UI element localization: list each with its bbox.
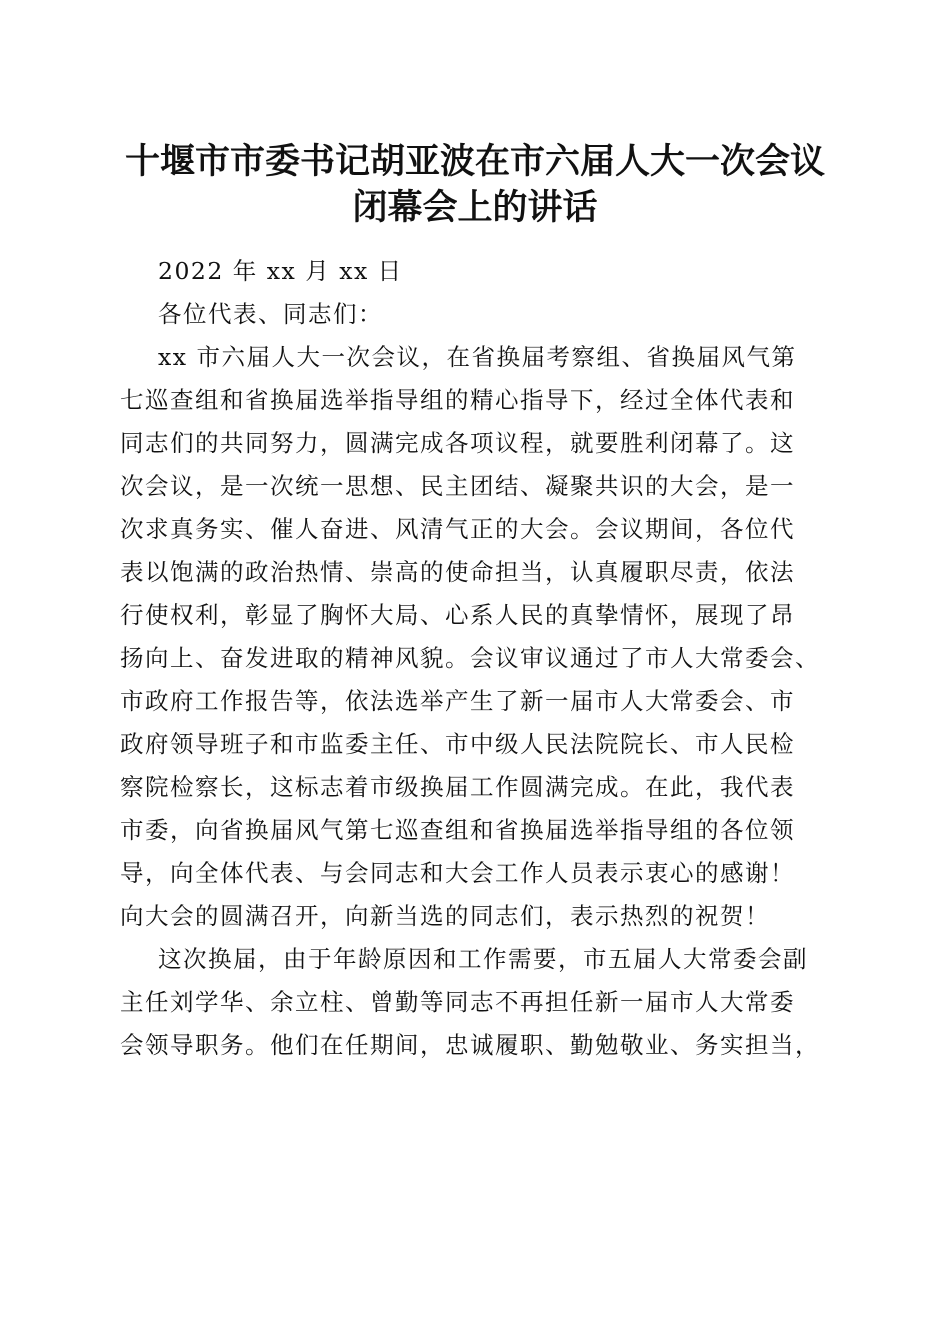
paragraph-line: 政府领导班子和市监委主任、市中级人民法院院长、市人民检 (120, 730, 795, 758)
date-line: 2022 年 xx 月 xx 日 (158, 257, 403, 285)
paragraph-1 (120, 336, 830, 938)
document-title-line-2: 闭幕会上的讲话 (352, 187, 598, 228)
salutation-line: 各位代表、同志们： (158, 300, 383, 328)
document-title-line-1: 十堰市市委书记胡亚波在市六届人大一次会议 (124, 141, 825, 182)
paragraph-line: 表以饱满的政治热情、崇高的使命担当，认真履职尽责，依法 (120, 558, 795, 586)
paragraph-line: 扬向上、奋发进取的精神风貌。会议审议通过了市人大常委会、 (120, 644, 820, 672)
paragraph-2 (120, 938, 830, 1067)
paragraph-line: 导，向全体代表、与会同志和大会工作人员表示衷心的感谢！ (120, 859, 795, 887)
paragraph-line: 同志们的共同努力，圆满完成各项议程，就要胜利闭幕了。这 (120, 429, 795, 457)
paragraph-line: 这次换届，由于年龄原因和工作需要，市五届人大常委会副 (158, 945, 808, 973)
paragraph-line: xx 市六届人大一次会议，在省换届考察组、省换届风气第 (158, 343, 797, 371)
paragraph-line: 市委，向省换届风气第七巡查组和省换届选举指导组的各位领 (120, 816, 795, 844)
paragraph-line: 市政府工作报告等，依法选举产生了新一届市人大常委会、市 (120, 687, 795, 715)
paragraph-line: 次会议，是一次统一思想、民主团结、凝聚共识的大会，是一 (120, 472, 795, 500)
paragraph-line: 行使权利，彰显了胸怀大局、心系人民的真挚情怀，展现了昂 (120, 601, 795, 629)
paragraph-line: 向大会的圆满召开，向新当选的同志们，表示热烈的祝贺！ (120, 902, 770, 930)
document-body (120, 250, 830, 1067)
paragraph-line: 主任刘学华、余立柱、曾勤等同志不再担任新一届市人大常委 (120, 988, 795, 1016)
paragraph-line: 会领导职务。他们在任期间，忠诚履职、勤勉敬业、务实担当， (120, 1031, 820, 1059)
paragraph-line: 七巡查组和省换届选举指导组的精心指导下，经过全体代表和 (120, 386, 795, 414)
paragraph-line: 察院检察长，这标志着市级换届工作圆满完成。在此，我代表 (120, 773, 795, 801)
paragraph-line: 次求真务实、催人奋进、风清气正的大会。会议期间，各位代 (120, 515, 795, 543)
